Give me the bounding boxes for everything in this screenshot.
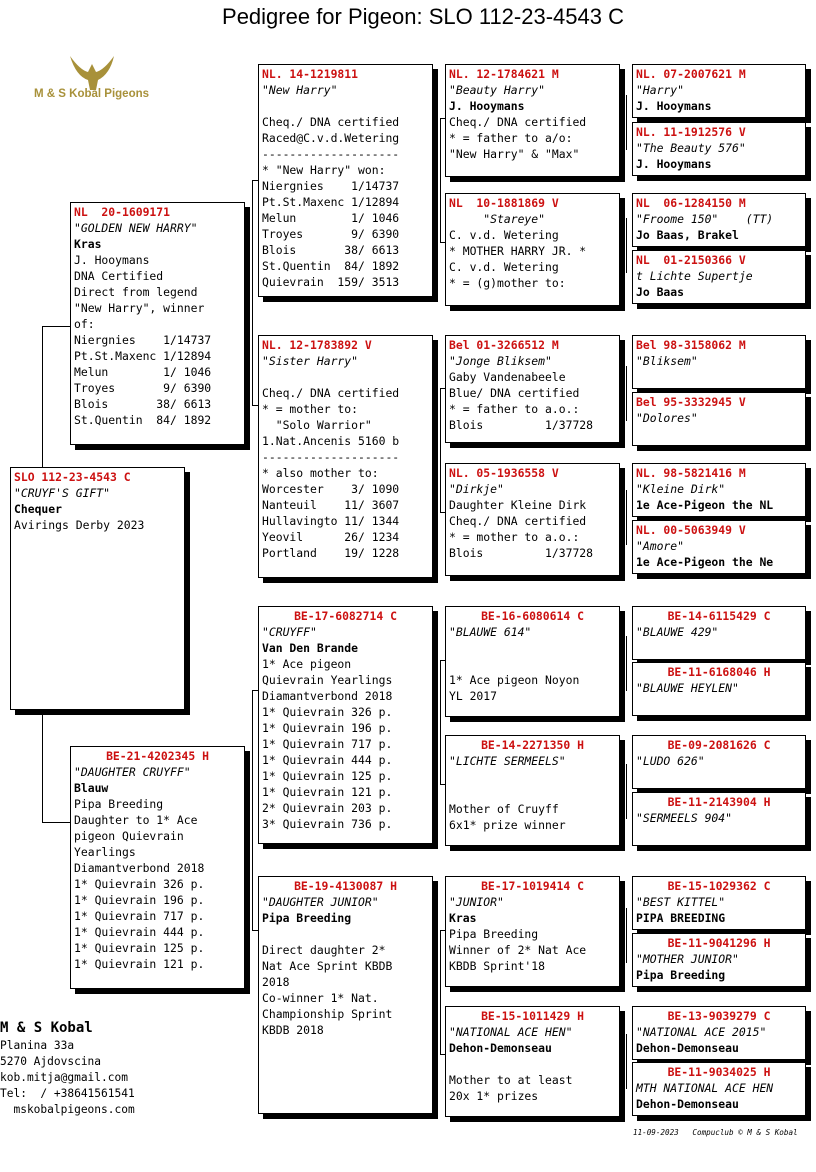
owner-name: M & S Kobal	[0, 1020, 93, 1036]
ring-number: BE-16-6080614 C	[481, 609, 584, 623]
breeder-or-color: 1e Ace-Pigeon the NL	[636, 498, 774, 512]
connector	[626, 490, 627, 545]
ring-number: Bel 98-3158062 M	[636, 338, 746, 352]
card-line	[449, 1056, 616, 1072]
pedigree-card-dam-dam[interactable]	[258, 876, 433, 1114]
ring-number: BE-14-2271350 H	[481, 738, 584, 752]
pedigree-card-g8[interactable]	[632, 520, 806, 574]
card-line: Niergnies 1/14737	[74, 333, 212, 347]
pigeon-name: "BEST KITTEL"	[636, 895, 726, 909]
card-line: KBDB 2018	[262, 1023, 324, 1037]
eagle-icon	[30, 52, 160, 92]
breeder-or-color: Kras	[449, 911, 477, 925]
ring-number: NL. 14-1219811	[262, 67, 359, 81]
card-line: J. Hooymans	[74, 253, 150, 267]
pigeon-name: "CRUYF'S GIFT"	[14, 486, 111, 500]
card-line: Cheq./ DNA certified	[449, 115, 587, 129]
ring-number: BE-15-1011429 H	[481, 1009, 584, 1023]
card-line: KBDB Sprint'18	[449, 959, 546, 973]
card-line: Hullavingto 11/ 1344	[262, 514, 400, 528]
pigeon-name: "LICHTE SERMEELS"	[449, 754, 566, 768]
card-line: "New Harry" & "Max"	[449, 147, 580, 161]
card-line	[262, 98, 429, 114]
ring-number: NL. 12-1783892 V	[262, 338, 372, 352]
ring-number: Bel 95-3332945 V	[636, 395, 746, 409]
breeder-or-color: 1e Ace-Pigeon the Ne	[636, 555, 774, 569]
ring-number: BE-19-4130087 H	[294, 879, 397, 893]
owner-website: mskobalpigeons.com	[0, 1103, 135, 1116]
connector	[626, 95, 627, 150]
card-line: Diamantverbond 2018	[74, 861, 205, 875]
pedigree-card-g15[interactable]	[632, 1006, 806, 1060]
card-line: St.Quentin 84/ 1892	[262, 259, 400, 273]
connector	[42, 822, 70, 823]
card-line: St.Quentin 84/ 1892	[74, 413, 212, 427]
card-line: 1* Quievrain 717 p.	[262, 737, 393, 751]
connector	[626, 366, 627, 421]
ring-number: BE-21-4202345 H	[106, 749, 209, 763]
connector	[440, 388, 441, 512]
card-line	[262, 926, 429, 942]
card-line: Mother to at least	[449, 1073, 573, 1087]
pedigree-card-sds[interactable]	[445, 335, 620, 443]
ring-number: BE-09-2081626 C	[667, 738, 771, 752]
card-line: Daughter Kleine Dirk	[449, 498, 587, 512]
card-line: Blue/ DNA certified	[449, 386, 580, 400]
card-line: Nat Ace Sprint KBDB	[262, 959, 393, 973]
pedigree-card-g7[interactable]	[632, 463, 806, 517]
pedigree-card-sire-sire[interactable]	[258, 64, 433, 297]
pigeon-name: "Dolores"	[636, 411, 698, 425]
breeder-or-color: Chequer	[14, 502, 63, 516]
card-line: Pipa Breeding	[74, 797, 164, 811]
pigeon-name: MTH NATIONAL ACE HEN	[636, 1081, 774, 1095]
card-line: Yearlings	[74, 845, 136, 859]
owner-email: kob.mitja@gmail.com	[0, 1071, 128, 1084]
ring-number: NL 06-1284150 M	[636, 196, 746, 210]
card-line: Pt.St.Maxenc 1/12894	[262, 195, 400, 209]
card-line: Gaby Vandenabeele	[449, 370, 566, 384]
breeder-or-color: Pipa Breeding	[262, 911, 352, 925]
pigeon-name: "Dirkje"	[449, 482, 504, 496]
ring-number: BE-14-6115429 C	[667, 609, 771, 623]
card-line: 1* Quievrain 121 p.	[74, 957, 205, 971]
pigeon-name: "JUNIOR"	[449, 895, 504, 909]
card-line: Cheq./ DNA certified	[262, 115, 400, 129]
ring-number: BE-15-1029362 C	[667, 879, 771, 893]
connector	[440, 930, 441, 1054]
pedigree-card-dam-sire[interactable]	[258, 606, 433, 844]
card-line: * MOTHER HARRY JR. *	[449, 244, 587, 258]
pedigree-card-ssd[interactable]	[445, 193, 620, 306]
card-line: Championship Sprint	[262, 1007, 393, 1021]
card-line: Raced@C.v.d.Wetering	[262, 131, 400, 145]
card-line: Melun 1/ 1046	[74, 365, 212, 379]
card-line: Blois 38/ 6613	[262, 243, 400, 257]
card-line: * also mother to:	[262, 466, 379, 480]
card-line: Troyes 9/ 6390	[74, 381, 212, 395]
pedigree-card-dds[interactable]	[445, 876, 620, 987]
logo	[30, 52, 160, 112]
breeder-or-color: PIPA BREEDING	[636, 911, 726, 925]
breeder-or-color: Jo Baas, Brakel	[636, 228, 739, 242]
card-line: DNA Certified	[74, 269, 164, 283]
page-title: Pedigree for Pigeon: SLO 112-23-4543 C	[222, 4, 624, 29]
card-line: Direct from legend	[74, 285, 198, 299]
pedigree-card-g5[interactable]	[632, 335, 806, 389]
pedigree-card-g1[interactable]	[632, 64, 806, 118]
ring-number: BE-11-6168046 H	[667, 665, 771, 679]
pigeon-name: "Amore"	[636, 539, 685, 553]
breeder-or-color: Van Den Brande	[262, 641, 359, 655]
breeder-or-color: Pipa Breeding	[636, 968, 726, 982]
card-line: Troyes 9/ 6390	[262, 227, 400, 241]
ring-number: BE-13-9039279 C	[667, 1009, 771, 1023]
pigeon-name: "CRUYFF"	[262, 625, 317, 639]
pigeon-name: "Stareye"	[449, 212, 546, 226]
breeder-or-color: J. Hooymans	[636, 157, 712, 171]
card-line: 1* Quievrain 326 p.	[74, 877, 205, 891]
ring-number: NL. 07-2007621 M	[636, 67, 746, 81]
breeder-or-color: Blauw	[74, 781, 109, 795]
breeder-or-color: J. Hooymans	[449, 99, 525, 113]
pedigree-card-g10[interactable]	[632, 662, 806, 716]
card-line: YL 2017	[449, 689, 498, 703]
ring-number: Bel 01-3266512 M	[449, 338, 559, 352]
pedigree-card-subject[interactable]	[10, 467, 185, 710]
card-line: Avirings Derby 2023	[14, 518, 145, 532]
card-line: 1* Quievrain 444 p.	[74, 925, 205, 939]
card-line: Cheq./ DNA certified	[262, 386, 400, 400]
owner-address: Planina 33a	[0, 1039, 75, 1052]
card-line: 3* Quievrain 736 p.	[262, 817, 393, 831]
card-line: Quievrain Yearlings	[262, 673, 393, 687]
breeder-or-color: Dehon-Demonseau	[636, 1041, 739, 1055]
pedigree-card-dsd[interactable]	[445, 735, 620, 846]
pigeon-name: "New Harry"	[262, 83, 338, 97]
card-line: Nanteuil 11/ 3607	[262, 498, 400, 512]
card-line: Diamantverbond 2018	[262, 689, 393, 703]
pedigree-card-sire[interactable]	[70, 202, 245, 445]
card-line: "New Harry", winner	[74, 301, 205, 315]
card-line: 2* Quievrain 203 p.	[262, 801, 393, 815]
connector	[626, 1034, 627, 1089]
card-line: C. v.d. Wetering	[449, 228, 559, 242]
breeder-or-color: Dehon-Demonseau	[636, 1097, 739, 1111]
card-line: 1* Quievrain 326 p.	[262, 705, 393, 719]
connector	[252, 690, 253, 930]
card-line	[449, 656, 616, 672]
card-line: of:	[74, 317, 95, 331]
card-line: Portland 19/ 1228	[262, 546, 400, 560]
ring-number: NL. 12-1784621 M	[449, 67, 559, 81]
card-line: Mother of Cruyff	[449, 802, 559, 816]
breeder-or-color: Dehon-Demonseau	[449, 1041, 552, 1055]
card-line: * = mother to:	[262, 402, 359, 416]
card-line: * = (g)mother to:	[449, 276, 566, 290]
ring-number: BE-11-2143904 H	[667, 795, 771, 809]
card-line: Daughter to 1* Ace	[74, 813, 198, 827]
ring-number: SLO 112-23-4543 C	[14, 470, 131, 484]
ring-number: BE-11-9041296 H	[667, 936, 771, 950]
card-line: Blois 1/37728	[449, 546, 594, 560]
pigeon-name: "BLAUWE 614"	[449, 625, 532, 639]
card-line: Winner of 2* Nat Ace	[449, 943, 587, 957]
connector	[626, 636, 627, 691]
ring-number: NL. 11-1912576 V	[636, 125, 746, 139]
card-line: pigeon Quievrain	[74, 829, 184, 843]
connector	[42, 326, 70, 327]
pedigree-card-sss[interactable]	[445, 64, 620, 177]
connector	[626, 908, 627, 963]
pedigree-card-dam[interactable]	[70, 746, 245, 989]
pigeon-name: "DAUGHTER CRUYFF"	[74, 765, 191, 779]
card-line: Blois 38/ 6613	[74, 397, 212, 411]
card-line: Niergnies 1/14737	[262, 179, 400, 193]
connector	[252, 180, 253, 405]
card-line: Melun 1/ 1046	[262, 211, 400, 225]
card-line: * = father to a.o.:	[449, 402, 580, 416]
card-line: Cheq./ DNA certified	[449, 514, 587, 528]
pedigree-card-g11[interactable]	[632, 735, 806, 789]
card-line: 1* Ace pigeon Noyon	[449, 673, 580, 687]
connector	[440, 660, 441, 784]
pedigree-card-g16[interactable]	[632, 1062, 806, 1116]
card-line: * = mother to a.o.:	[449, 530, 580, 544]
pedigree-card-sire-dam[interactable]	[258, 335, 433, 578]
owner-city: 5270 Ajdovscina	[0, 1055, 102, 1068]
breeder-or-color: Jo Baas	[636, 285, 685, 299]
card-line: 20x 1* prizes	[449, 1089, 539, 1103]
pigeon-name: "BLAUWE 429"	[636, 625, 719, 639]
ring-number: NL. 00-5063949 V	[636, 523, 746, 537]
connector	[42, 326, 43, 468]
pigeon-name: "Bliksem"	[636, 354, 698, 368]
pigeon-name: "Kleine Dirk"	[636, 482, 726, 496]
pigeon-name: "Froome 150" (TT)	[636, 212, 774, 226]
owner-phone: Tel: / +38641561541	[0, 1087, 135, 1100]
pigeon-name: "DAUGHTER JUNIOR"	[262, 895, 379, 909]
card-line: 1* Ace pigeon	[262, 657, 352, 671]
pedigree-card-g3[interactable]	[632, 193, 806, 247]
card-line: 1* Quievrain 196 p.	[74, 893, 205, 907]
card-line: 1* Quievrain 121 p.	[262, 785, 393, 799]
card-line	[262, 369, 429, 385]
ring-number: NL 10-1881869 V	[449, 196, 559, 210]
pigeon-name: "Jonge Bliksem"	[449, 354, 552, 368]
pedigree-card-sdd[interactable]	[445, 463, 620, 576]
pedigree-card-g14[interactable]	[632, 933, 806, 987]
card-line: 1* Quievrain 125 p.	[74, 941, 205, 955]
pigeon-name: "NATIONAL ACE HEN"	[449, 1025, 573, 1039]
card-line: 1* Quievrain 196 p.	[262, 721, 393, 735]
pedigree-card-g2[interactable]	[632, 122, 806, 176]
card-line: --------------------	[262, 450, 400, 464]
card-line: Pt.St.Maxenc 1/12894	[74, 349, 212, 363]
card-line: Co-winner 1* Nat.	[262, 991, 379, 1005]
ring-number: NL. 05-1936558 V	[449, 466, 559, 480]
pigeon-name: "Harry"	[636, 83, 685, 97]
pigeon-name: "Beauty Harry"	[449, 83, 546, 97]
pigeon-name: "SERMEELS 904"	[636, 811, 733, 825]
connector	[42, 710, 43, 822]
pigeon-name: t Lichte Supertje	[636, 269, 753, 283]
ring-number: NL. 98-5821416 M	[636, 466, 746, 480]
card-line: 6x1* prize winner	[449, 818, 566, 832]
pedigree-card-dss[interactable]	[445, 606, 620, 717]
card-line	[449, 785, 616, 801]
pigeon-name: "GOLDEN NEW HARRY"	[74, 221, 198, 235]
card-line: 2018	[262, 975, 290, 989]
pedigree-card-ddd[interactable]	[445, 1006, 620, 1117]
logo-name: M & S Kobal Pigeons	[34, 88, 150, 100]
card-line: --------------------	[262, 147, 400, 161]
card-line: 1* Quievrain 717 p.	[74, 909, 205, 923]
pigeon-name: "NATIONAL ACE 2015"	[636, 1025, 767, 1039]
card-line: Quievrain 159/ 3513	[262, 275, 400, 289]
card-line: Pipa Breeding	[449, 927, 539, 941]
card-line: Yeovil 26/ 1234	[262, 530, 400, 544]
card-line: 1.Nat.Ancenis 5160 b	[262, 434, 400, 448]
card-line: C. v.d. Wetering	[449, 260, 559, 274]
pedigree-card-g4[interactable]	[632, 250, 806, 304]
pigeon-name: "BLAUWE HEYLEN"	[636, 681, 739, 695]
ring-number: NL 01-2150366 V	[636, 253, 746, 267]
card-line: * = father to a/o:	[449, 131, 573, 145]
pigeon-name: "Sister Harry"	[262, 354, 359, 368]
card-line: 1* Quievrain 125 p.	[262, 769, 393, 783]
pedigree-card-g9[interactable]	[632, 606, 806, 660]
card-line: * "New Harry" won:	[262, 163, 386, 177]
breeder-or-color: J. Hooymans	[636, 99, 712, 113]
pedigree-card-g13[interactable]	[632, 876, 806, 930]
connector	[626, 218, 627, 273]
ring-number: BE-17-6082714 C	[294, 609, 397, 623]
card-line	[449, 640, 616, 656]
pedigree-card-g12[interactable]	[632, 792, 806, 846]
ring-number: NL 20-1609171	[74, 205, 171, 219]
footer-credit: 11-09-2023 Compuclub © M & S Kobal	[633, 1128, 798, 1137]
card-line: Worcester 3/ 1090	[262, 482, 400, 496]
card-line	[449, 769, 616, 785]
connector	[626, 764, 627, 819]
connector	[440, 118, 441, 242]
card-line: Blois 1/37728	[449, 418, 594, 432]
pedigree-card-g6[interactable]	[632, 392, 806, 446]
pigeon-name: "The Beauty 576"	[636, 141, 746, 155]
ring-number: BE-17-1019414 C	[481, 879, 584, 893]
ring-number: BE-11-9034025 H	[667, 1065, 771, 1079]
breeder-or-color: Kras	[74, 237, 102, 251]
card-line: Direct daughter 2*	[262, 943, 386, 957]
owner-block	[0, 1018, 135, 1118]
pigeon-name: "MOTHER JUNIOR"	[636, 952, 739, 966]
pigeon-name: "LUDO 626"	[636, 754, 705, 768]
card-line: "Solo Warrior"	[262, 418, 372, 432]
card-line: 1* Quievrain 444 p.	[262, 753, 393, 767]
